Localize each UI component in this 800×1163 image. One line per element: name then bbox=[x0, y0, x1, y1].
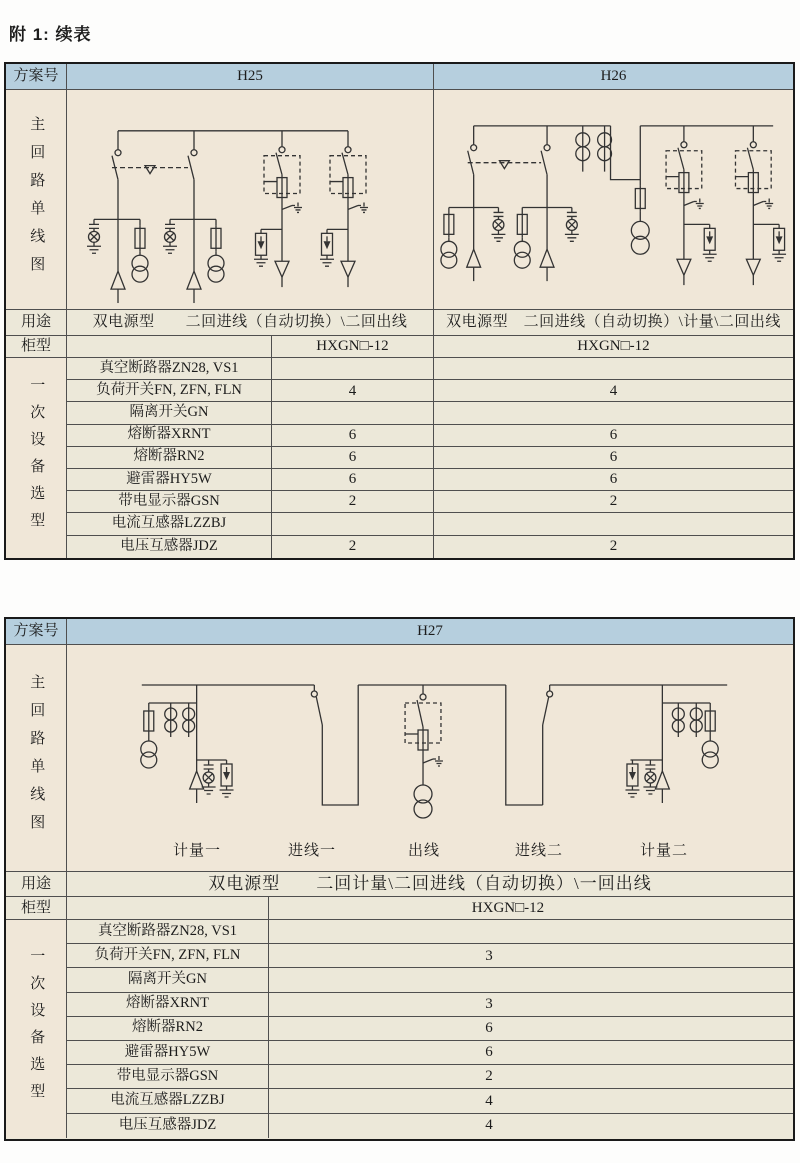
equipment-name: 带电显示器GSN bbox=[67, 491, 272, 513]
scheme-header-label: 方案号 bbox=[6, 619, 67, 645]
equipment-name: 电流互感器LZZBJ bbox=[67, 1089, 269, 1113]
diagram-caption-metering-2: 计量二 bbox=[639, 843, 689, 859]
equipment-name: 真空断路器ZN28, VS1 bbox=[67, 920, 269, 944]
h26-qty: 6 bbox=[434, 469, 793, 491]
cabinet-row-label: 柜型 bbox=[6, 336, 67, 358]
h26-qty: 2 bbox=[609, 538, 618, 555]
h25-qty: 4 bbox=[272, 380, 434, 402]
equipment-name: 真空断路器ZN28, VS1 bbox=[67, 358, 272, 380]
scheme-header-label: 方案号 bbox=[6, 64, 67, 90]
h26-qty bbox=[434, 358, 793, 380]
page-title: 附 1: 续表 bbox=[9, 25, 92, 44]
h25-qty: 6 bbox=[272, 425, 434, 447]
usage-row-label: 用途 bbox=[6, 872, 67, 897]
usage-row-label: 用途 bbox=[6, 310, 67, 336]
h27-qty: 3 bbox=[269, 944, 793, 968]
h25-single-line-diagram bbox=[67, 90, 434, 310]
h27-qty: 6 bbox=[269, 1017, 793, 1041]
h26-qty bbox=[434, 402, 793, 424]
h25-qty bbox=[272, 358, 434, 380]
diagram-row-label: 主回路单线图 bbox=[6, 90, 67, 310]
h26-single-line-diagram bbox=[434, 90, 793, 310]
h25-qty bbox=[272, 402, 434, 424]
scheme-table-h27 bbox=[4, 617, 795, 1141]
h27-qty: 4 bbox=[485, 1117, 493, 1134]
h26-usage: 双电源型 二回进线（自动切换）\计量\二回出线 bbox=[434, 310, 793, 336]
cabinet-empty-cell bbox=[67, 336, 272, 358]
diagram-caption-incoming-1: 进线一 bbox=[287, 843, 337, 859]
h27-qty: 3 bbox=[269, 993, 793, 1017]
h25-qty bbox=[272, 513, 434, 535]
equipment-name: 熔断器XRNT bbox=[67, 993, 269, 1017]
h27-qty bbox=[269, 968, 793, 992]
diagram-caption-metering-1: 计量一 bbox=[172, 843, 222, 859]
h25-cabinet-type: HXGN□-12 bbox=[272, 336, 434, 358]
h27-cabinet-type: HXGN□-12 bbox=[269, 897, 793, 920]
cabinet-empty-cell bbox=[67, 897, 269, 920]
equipment-name: 负荷开关FN, ZFN, FLN bbox=[67, 380, 272, 402]
h25-qty: 2 bbox=[272, 491, 434, 513]
diagram-caption-incoming-2: 进线二 bbox=[514, 843, 564, 859]
h25-qty: 6 bbox=[272, 447, 434, 469]
h26-qty: 4 bbox=[434, 380, 793, 402]
scheme-table-h25-h26 bbox=[4, 62, 795, 560]
h26-qty: 2 bbox=[434, 491, 793, 513]
h27-qty: 6 bbox=[269, 1041, 793, 1065]
equipment-name: 熔断器RN2 bbox=[67, 1017, 269, 1041]
h26-qty bbox=[434, 513, 793, 535]
scheme-h26-header: H26 bbox=[434, 64, 793, 90]
equipment-name: 负荷开关FN, ZFN, FLN bbox=[67, 944, 269, 968]
h25-usage: 双电源型 二回进线（自动切换）\二回出线 bbox=[67, 310, 434, 336]
h26-qty: 6 bbox=[434, 447, 793, 469]
equipment-name: 隔离开关GN bbox=[67, 402, 272, 424]
h27-qty: 4 bbox=[269, 1089, 793, 1113]
h26-cabinet-type: HXGN□-12 bbox=[434, 336, 793, 358]
equipment-name: 熔断器XRNT bbox=[67, 425, 272, 447]
equipment-name: 电流互感器LZZBJ bbox=[67, 513, 272, 535]
h27-qty bbox=[269, 920, 793, 944]
h27-single-line-diagram bbox=[67, 645, 793, 872]
h25-diagram-svg bbox=[67, 90, 433, 309]
equipment-section-label: 一次设备选型 bbox=[6, 920, 67, 1138]
h27-diagram-svg bbox=[67, 645, 793, 837]
scheme-h25-header: H25 bbox=[67, 64, 434, 90]
h25-qty: 6 bbox=[272, 469, 434, 491]
diagram-caption-outgoing: 出线 bbox=[407, 843, 441, 859]
h26-qty: 6 bbox=[434, 425, 793, 447]
equipment-section-label: 一次设备选型 bbox=[6, 358, 67, 558]
equipment-name: 电压互感器JDZ bbox=[67, 536, 272, 558]
cabinet-row-label: 柜型 bbox=[6, 897, 67, 920]
equipment-name: 带电显示器GSN bbox=[67, 1065, 269, 1089]
equipment-name: 隔离开关GN bbox=[67, 968, 269, 992]
h27-usage: 双电源型 二回计量\二回进线（自动切换）\一回出线 bbox=[67, 872, 793, 897]
h26-diagram-svg bbox=[434, 90, 793, 309]
diagram-row-label: 主回路单线图 bbox=[6, 645, 67, 872]
equipment-name: 熔断器RN2 bbox=[67, 447, 272, 469]
equipment-name: 电压互感器JDZ bbox=[67, 1114, 269, 1138]
equipment-name: 避雷器HY5W bbox=[67, 1041, 269, 1065]
equipment-name: 避雷器HY5W bbox=[67, 469, 272, 491]
h25-qty: 2 bbox=[272, 536, 434, 558]
h27-qty: 2 bbox=[269, 1065, 793, 1089]
scheme-h27-header: H27 bbox=[67, 619, 793, 645]
